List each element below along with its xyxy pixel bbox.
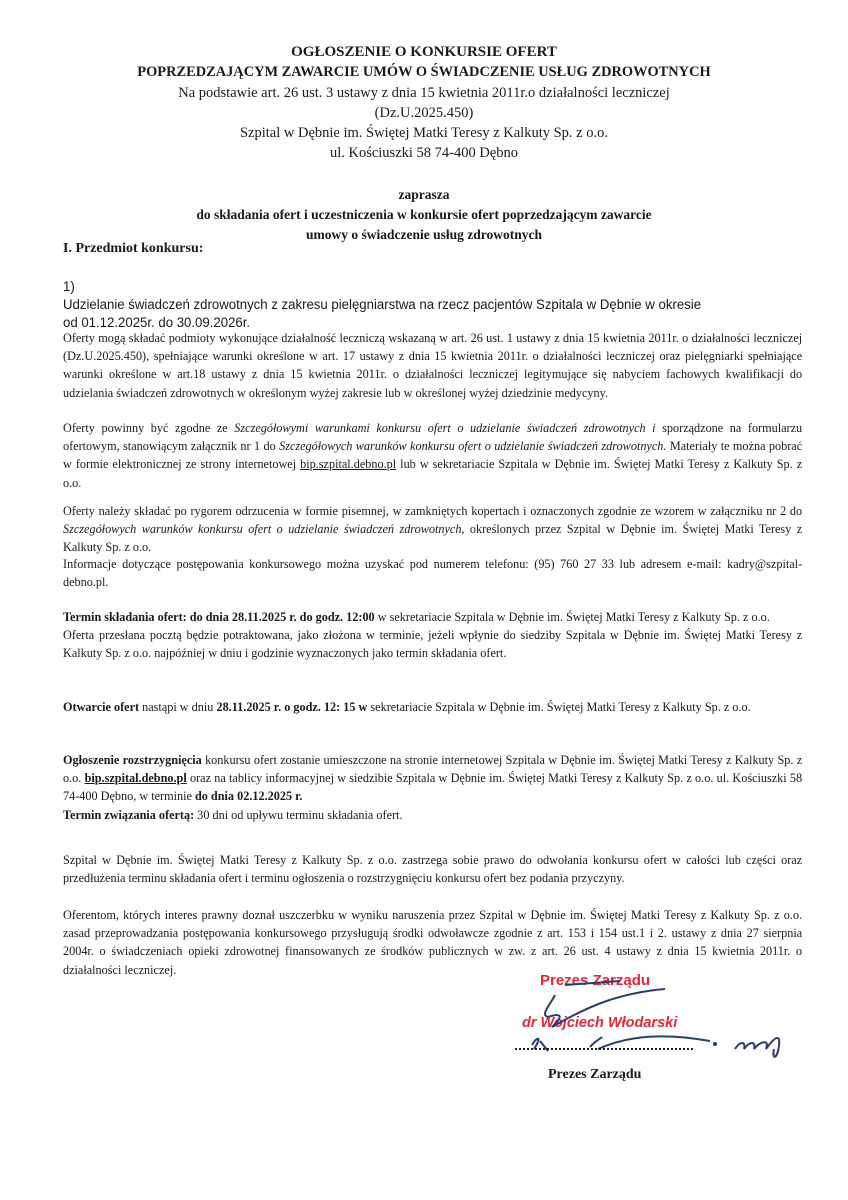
title-line-2: POPRZEDZAJĄCYM ZAWARCIE UMÓW O ŚWIADCZENIE USŁUG ZDROWOTNYCH bbox=[137, 64, 711, 80]
deadline-label: Termin składania ofert: do dnia 28.11.2025 r. do godz. 12:00 bbox=[63, 610, 375, 624]
journal-reference: (Dz.U.2025.450) bbox=[374, 105, 474, 121]
invitation-line-2: do składania ofert i uczestniczenia w konkursie ofert poprzedzającym zawarcie bbox=[196, 207, 652, 222]
invitation-line-1: zaprasza bbox=[398, 187, 450, 202]
title-line-1: OGŁOSZENIE O KONKURSIE OFERT bbox=[291, 44, 557, 60]
handwritten-signature-icon bbox=[490, 975, 820, 1065]
eligibility-paragraph: Oferty mogą składać podmioty wykonujące działalność leczniczą wskazaną w art. 26 ust. 1 ustawy z dnia 15 kwietnia 2011r. o działalności leczniczej (Dz.U.2025.450), spełniające warunki określone w art. 17 ustawy z dnia 15 kwietnia 2011r. o działalności leczniczej oraz pielęgniarki spełniające warunki określone w art.18 ustawy z dnia 15 kwietnia 2011r. o działalności leczniczej legitymujące się nabyciem fachowych kwalifikacji do udzielania świadczeń zdrowotnych w określonym wyżej zakresie lub w określonej wyżej dziedzinie medycyny. bbox=[63, 331, 803, 400]
item-text-line-1: Udzielanie świadczeń zdrowotnych z zakresu pielęgniarstwa na rzecz pacjentów Szpitala w Dębnie w okresie bbox=[63, 297, 702, 313]
signature-line bbox=[515, 1048, 693, 1050]
resolution-paragraph: Ogłoszenie rozstrzygnięcia konkursu ofert zostanie umieszczone na stronie internetowej Szpitala w Dębnie im. Świętej Matki Teresy z Kalkuty Sp. z o.o. bip.szpital.debno.pl oraz na tablicy informacyjnej w siedzibie Szpitala w Dębnie im. Świętej Matki Teresy z Kalkuty Sp. z o.o. ul. Kościuszki 58 74-400 Dębno, w terminie do dnia 02.12.2025 r. Termin związania ofertą: 30 dni od upływu terminu składania ofert. bbox=[63, 753, 803, 822]
bip-link[interactable]: bip.szpital.debno.pl bbox=[300, 457, 397, 472]
opening-paragraph: Otwarcie ofert nastąpi w dniu 28.11.2025 r. o godz. 12: 15 w sekretariacie Szpitala w Dębnie im. Świętej Matki Teresy z Kalkuty Sp. z o.o. bbox=[63, 700, 751, 714]
contact-paragraph: Informacje dotyczące postępowania konkursowego można uzyskać pod numerem telefonu: (95) 760 27 33 lub adresem e-mail: kadry@szpital-debno.pl. bbox=[63, 557, 803, 590]
item-text-line-2: od 01.12.2025r. do 30.09.2026r. bbox=[63, 315, 251, 331]
conformity-paragraph: Oferty powinny być zgodne ze Szczegółowymi warunkami konkursu ofert o udzielanie świadczeń zdrowotnych i sporządzone na formularzu ofertowym, stanowiącym załącznik nr 1 do Szczegółowych warunków konkursu ofert o udzielanie świadczeń zdrowotnych. Materiały te można pobrać w formie elektronicznej ze strony internetowej bip.szpital.debno.pl lub w sekretariacie Szpitala w Dębnie im. Świętej Matki Teresy z Kalkuty Sp. z o.o. bbox=[63, 421, 803, 490]
reservation-paragraph: Szpital w Dębnie im. Świętej Matki Teresy z Kalkuty Sp. z o.o. zastrzega sobie prawo do odwołania konkursu ofert w całości lub części oraz przedłużenia terminu składania ofert i terminu ogłoszenia o rozstrzygnięciu konkursu ofert bez podania przyczyny. bbox=[63, 853, 803, 886]
submission-paragraph: Oferty należy składać po rygorem odrzucenia w formie pisemnej, w zamkniętych kopertach i oznaczonych zgodnie ze wzorem w załączniku nr 2 do Szczegółowych warunków konkursu ofert o udzielanie świadczeń zdrowotnych, określonych przez Szpital w Dębnie im. Świętej Matki Teresy z Kalkuty Sp. z o.o. bbox=[63, 504, 803, 555]
stamp-title: Prezes Zarządu bbox=[540, 972, 651, 989]
bip-link-2[interactable]: bip.szpital.debno.pl bbox=[84, 771, 187, 786]
institution-name: Szpital w Dębnie im. Świętej Matki Teresy z Kalkuty Sp. z o.o. bbox=[239, 125, 608, 141]
binding-label: Termin związania ofertą: bbox=[63, 807, 195, 822]
postal-note: Oferta przesłana pocztą będzie potraktowana, jako złożona w terminie, jeżeli wpłynie do siedziby Szpitala w Dębnie im. Świętej Matki Teresy z Kalkuty Sp. z o.o. najpóźniej w dniu i godzinie wyznaczonych jako termin składania ofert. bbox=[63, 628, 803, 661]
legal-basis: Na podstawie art. 26 ust. 3 ustawy z dnia 15 kwietnia 2011r.o działalności leczniczej bbox=[178, 85, 670, 101]
signature-caption: Prezes Zarządu bbox=[548, 1067, 642, 1082]
institution-address: ul. Kościuszki 58 74-400 Dębno bbox=[329, 145, 519, 161]
stamp-name: dr Wojciech Włodarski bbox=[522, 1015, 678, 1031]
email-link[interactable]: kadry@szpital-debno.pl. bbox=[63, 557, 803, 590]
deadline-paragraph: Termin składania ofert: do dnia 28.11.2025 r. do godz. 12:00 w sekretariacie Szpitala w Dębnie im. Świętej Matki Teresy z Kalkuty Sp. z o.o. Oferta przesłana pocztą będzie potraktowana, jako złożona w terminie, jeżeli wpłynie do siedziby Szpitala w Dębnie im. Świętej Matki Teresy z Kalkuty Sp. z o.o. najpóźniej w dniu i godzinie wyznaczonych jako termin składania ofert. bbox=[63, 608, 802, 663]
section-heading: I. Przedmiot konkursu: bbox=[63, 241, 204, 256]
list-item bbox=[63, 278, 779, 332]
appeal-paragraph: Oferentom, których interes prawny doznał uszczerbku w wyniku naruszenia przez Szpital w Dębnie im. Świętej Matki Teresy z Kalkuty Sp. z o.o. zasad przeprowadzania postępowania konkursowego przysługują środki odwoławcze zgodnie z art. 153 i 154 ust.1 i 2. ustawy z dnia 27 sierpnia 2004r. o świadczeniach opieki zdrowotnej finansowanych ze środków publicznych w zw. z art. 26 ust. 4 ustawy z dnia 15 kwietnia 2011r. o działalności leczniczej. bbox=[63, 908, 803, 977]
invitation-line-3: umowy o świadczenie usług zdrowotnych bbox=[305, 227, 542, 242]
item-number: 1) bbox=[63, 279, 75, 295]
